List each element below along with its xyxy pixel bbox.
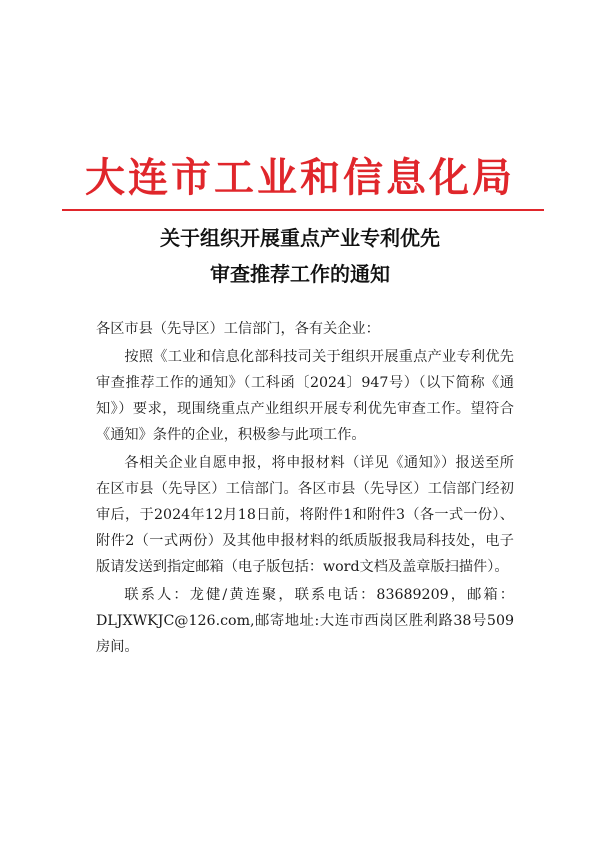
paragraph-2: 各相关企业自愿申报，将申报材料（详见《通知》）报送至所在区市县（先导区）工信部门。各区市县（先导区）工信部门经初审后，于2024年12月18日前，将附件1和附件3（各一式一份）、附件2（一式两份）及其他申报材料的纸质版报我局科技处，电子版请发送到指定邮箱（电子版包括：word文档及盖章版扫描件）。 <box>96 455 514 575</box>
document-body <box>96 316 514 662</box>
issuer-header: 大连市工业和信息化局 <box>85 154 515 201</box>
salutation: 各区市县（先导区）工信部门，各有关企业： <box>96 321 380 337</box>
document-title <box>0 220 600 292</box>
title-line-2: 审查推荐工作的通知 <box>210 262 390 286</box>
paragraph-1: 按照《工业和信息化部科技司关于组织开展重点产业专利优先审查推荐工作的通知》（工科函〔2024〕947号）（以下简称《通知》）要求，现围绕重点产业组织开展专利优先审查工作。望符合《通知》条件的企业，积极参与此项工作。 <box>96 349 514 443</box>
title-line-1: 关于组织开展重点产业专利优先 <box>160 226 440 250</box>
header-divider <box>62 209 544 211</box>
paragraph-3: 联系人：龙健/黄连聚，联系电话：83689209，邮箱：DLJXWKJC@126.com,邮寄地址:大连市西岗区胜利路38号509房间。 <box>96 587 514 655</box>
